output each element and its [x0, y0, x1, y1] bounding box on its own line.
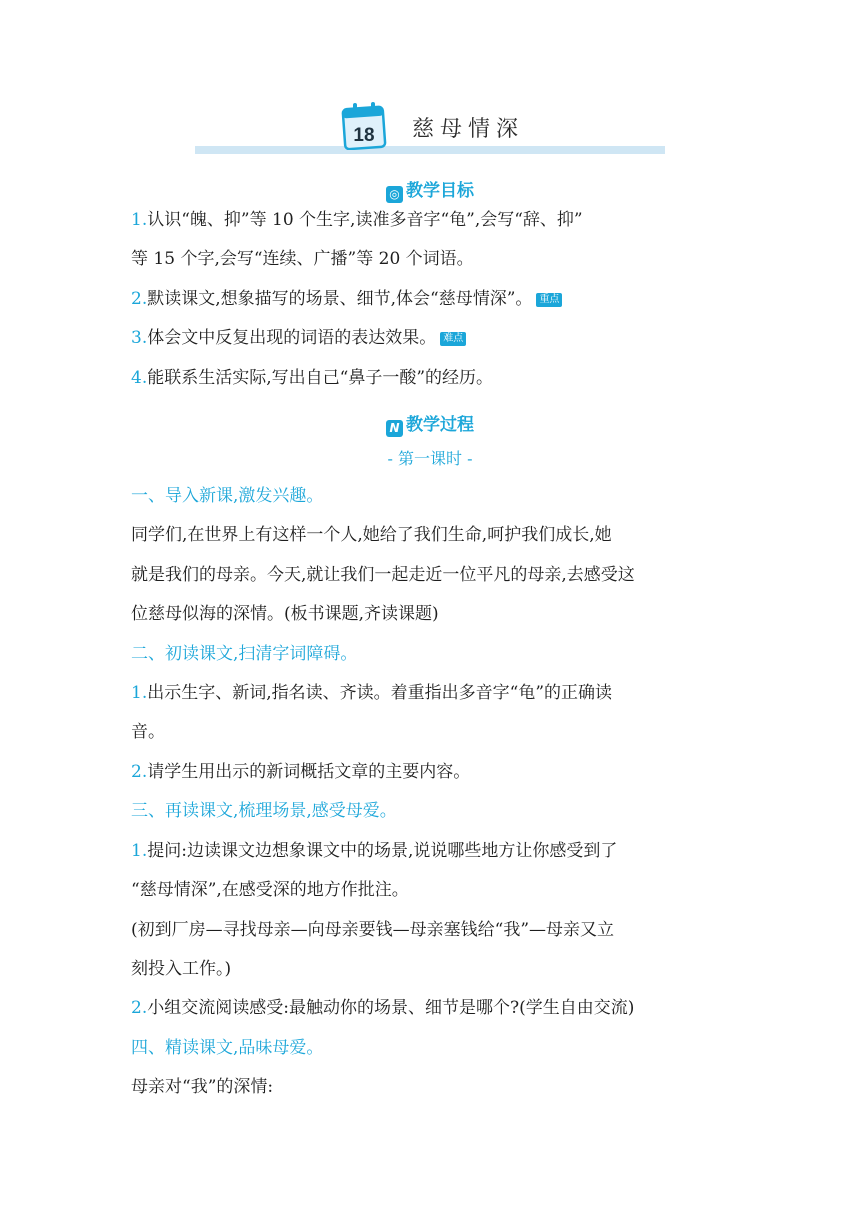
difficulty-badge: 难点	[440, 332, 466, 346]
step-3-note-cont: 刻投入工作。)	[131, 959, 232, 979]
step-3-item-1	[131, 841, 731, 861]
key-point-badge: 重点	[536, 293, 562, 307]
target-icon: ◎	[386, 186, 403, 203]
step-3-item-1-cont: “慈母情深”,在感受深的地方作批注。	[131, 880, 409, 900]
calendar-icon	[341, 100, 387, 150]
objective-text: 能联系生活实际,写出自己“鼻子一酸”的经历。	[147, 368, 494, 388]
lesson-title: 慈母情深	[412, 117, 525, 142]
objective-text: 等 15 个字,会写“连续、广播”等 20 个词语。	[131, 249, 474, 269]
step-2-item-1-cont: 音。	[131, 722, 165, 742]
item-num: 2.	[131, 998, 148, 1018]
objective-item-3	[131, 328, 731, 348]
item-num: 2.	[131, 762, 148, 782]
objectives-heading-text: 教学目标	[406, 181, 474, 201]
step-3-title: 三、再读课文,梳理场景,感受母爱。	[131, 801, 397, 821]
process-heading	[0, 410, 860, 437]
objective-item-1-cont	[131, 249, 731, 269]
objective-num: 4.	[131, 368, 148, 388]
process-icon: N	[386, 420, 403, 437]
item-text: 出示生字、新词,指名读、齐读。着重指出多音字“龟”的正确读	[147, 683, 613, 703]
item-text: 小组交流阅读感受:最触动你的场景、细节是哪个?(学生自由交流)	[147, 998, 635, 1018]
item-text: 提问:边读课文边想象课文中的场景,说说哪些地方让你感受到了	[147, 841, 618, 861]
paragraph-line: 同学们,在世界上有这样一个人,她给了我们生命,呵护我们成长,她	[131, 525, 612, 545]
process-heading-text: 教学过程	[406, 415, 474, 435]
objectives-heading	[0, 176, 860, 203]
header-underline-bar	[195, 146, 665, 154]
step-3-item-2	[131, 998, 731, 1018]
objective-item-4	[131, 368, 731, 388]
step-3-note: (初到厂房—寻找母亲—向母亲要钱—母亲塞钱给“我”—母亲又立	[131, 920, 615, 940]
step-1-title: 一、导入新课,激发兴趣。	[131, 486, 324, 506]
objective-item-2	[131, 289, 731, 309]
paragraph-line: 就是我们的母亲。今天,就让我们一起走近一位平凡的母亲,去感受这	[131, 565, 635, 585]
item-num: 1.	[131, 683, 148, 703]
item-text: 请学生用出示的新词概括文章的主要内容。	[147, 762, 471, 782]
lesson-number: 18	[353, 125, 375, 146]
step-2-title: 二、初读课文,扫清字词障碍。	[131, 644, 358, 664]
objective-text: 认识“魄、抑”等 10 个生字,读准多音字“龟”,会写“辞、抑”	[147, 210, 583, 230]
objective-item-1	[131, 210, 731, 230]
objective-text: 默读课文,想象描写的场景、细节,体会“慈母情深”。	[147, 289, 533, 309]
item-num: 1.	[131, 841, 148, 861]
step-2-item-1	[131, 683, 731, 703]
objective-num: 2.	[131, 289, 148, 309]
objective-num: 1.	[131, 210, 148, 230]
step-4-title: 四、精读课文,品味母爱。	[131, 1038, 324, 1058]
paragraph-line: 母亲对“我”的深情:	[131, 1077, 274, 1097]
lesson-header	[195, 100, 665, 156]
paragraph-line: 位慈母似海的深情。(板书课题,齐读课题)	[131, 604, 439, 624]
objective-text: 体会文中反复出现的词语的表达效果。	[147, 328, 437, 348]
objective-num: 3.	[131, 328, 148, 348]
step-2-item-2	[131, 762, 731, 782]
period-label: - 第一课时 -	[387, 449, 473, 468]
